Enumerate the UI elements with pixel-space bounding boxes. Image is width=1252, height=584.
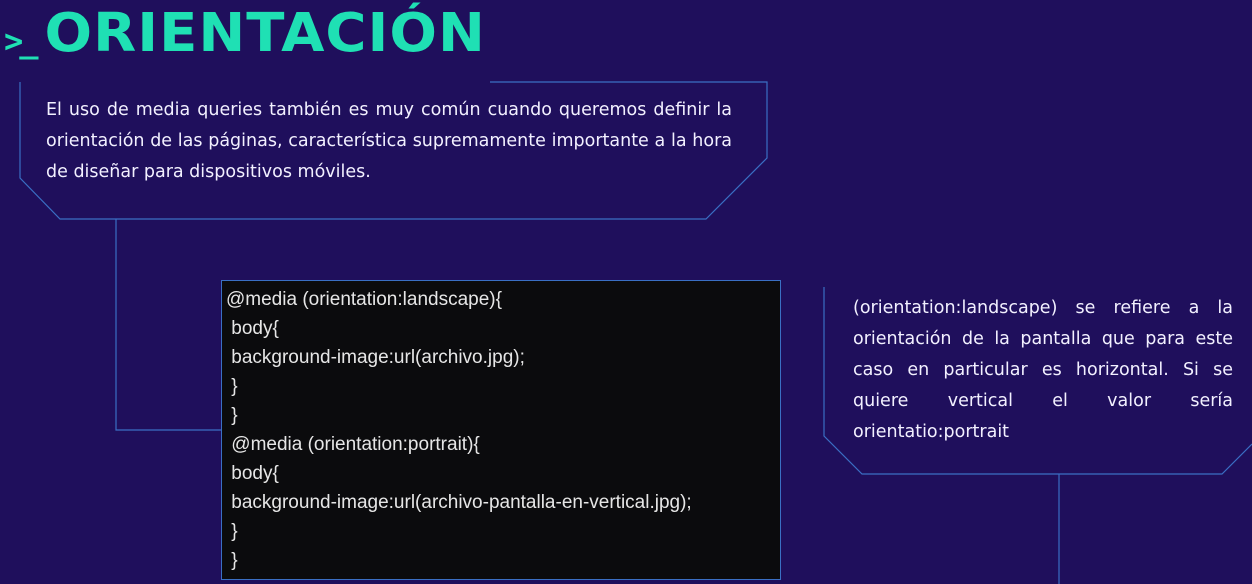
code-line: background-image:url(archivo.jpg);: [226, 347, 525, 368]
intro-connector-line: [116, 219, 221, 430]
code-line: body{: [226, 318, 279, 339]
note-paragraph: (orientation:landscape) se refiere a la orientación de la pantalla que para este caso en particular es horizontal. Si se quiere vertical el valor sería orientatio:portrait: [853, 298, 1233, 442]
code-line: @media (orientation:portrait){: [226, 434, 480, 455]
code-line: }: [226, 550, 238, 571]
code-line: @media (orientation:landscape){: [226, 289, 502, 310]
code-line: background-image:url(archivo-pantalla-en-vertical.jpg);: [226, 492, 692, 513]
intro-paragraph: El uso de media queries también es muy común cuando queremos definir la orientación de las páginas, característica supremamente importante a la hora de diseñar para dispositivos móviles.: [46, 100, 732, 182]
page-title: ORIENTACIÓN: [44, 2, 486, 65]
code-line: }: [226, 376, 238, 397]
terminal-prompt-icon: >_: [4, 22, 35, 60]
code-block: [221, 280, 781, 580]
code-line: body{: [226, 463, 279, 484]
title-row: [4, 2, 486, 65]
code-line: }: [226, 521, 238, 542]
code-line: }: [226, 405, 238, 426]
